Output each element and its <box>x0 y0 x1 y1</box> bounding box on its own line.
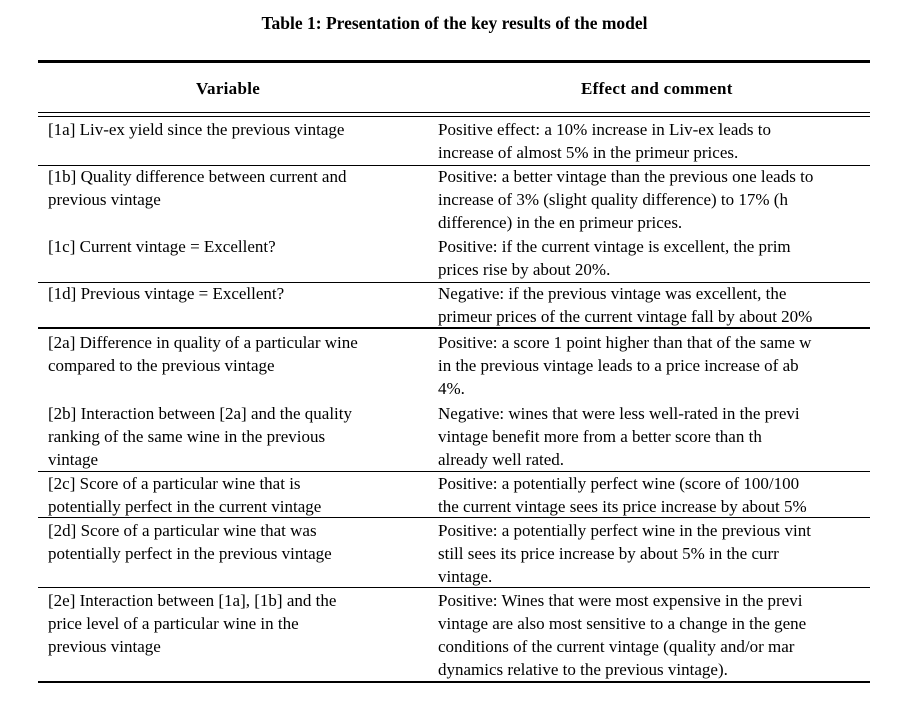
cell-effect-2c: Positive: a potentially perfect wine (score of 100/100 the current vintage sees its price increase by about 5% <box>438 474 807 516</box>
table-title: Table 1: Presentation of the key results of the model <box>261 13 648 33</box>
cell-variable-2d: [2d] Score of a particular wine that was potentially perfect in the previous vintage <box>48 521 332 563</box>
cell-effect-2e: Positive: Wines that were most expensive in the previ vintage are also most sensitive to a change in the gene conditions of the current vintage (quality and/or mar dynamics relative to the previous vintage). <box>438 591 807 679</box>
cell-effect-1c: Positive: if the current vintage is excellent, the prim prices rise by about 20%. <box>438 237 791 279</box>
row-rule-2d <box>38 587 870 588</box>
cell-variable-2b: [2b] Interaction between [2a] and the quality ranking of the same wine in the previous vintage <box>48 404 352 469</box>
header-effect: Effect and comment <box>581 79 733 98</box>
cell-variable-2e: [2e] Interaction between [1a], [1b] and the price level of a particular wine in the previous vintage <box>48 591 337 656</box>
cell-variable-1a: [1a] Liv-ex yield since the previous vintage <box>48 120 345 139</box>
section-rule <box>38 327 870 329</box>
cell-effect-1d: Negative: if the previous vintage was excellent, the primeur prices of the current vintage fall by about 20% <box>438 284 813 326</box>
cell-effect-1b: Positive: a better vintage than the previous one leads to increase of 3% (slight quality difference) to 17% (h difference) in the en primeur prices. <box>438 167 814 232</box>
table-bottom-rule <box>38 681 870 683</box>
cell-variable-1d: [1d] Previous vintage = Excellent? <box>48 284 285 303</box>
cell-effect-2b: Negative: wines that were less well-rated in the previ vintage benefit more from a better score than th already well rated. <box>438 404 800 469</box>
cell-variable-2a: [2a] Difference in quality of a particular wine compared to the previous vintage <box>48 333 358 375</box>
header-rule-lower <box>38 116 870 117</box>
cell-effect-1a: Positive effect: a 10% increase in Liv-ex leads to increase of almost 5% in the primeur prices. <box>438 120 771 162</box>
cell-variable-1c: [1c] Current vintage = Excellent? <box>48 237 276 256</box>
cell-effect-2d: Positive: a potentially perfect wine in the previous vint still sees its price increase by about 5% in the curr vintage. <box>438 521 811 586</box>
cell-variable-1b: [1b] Quality difference between current and previous vintage <box>48 167 347 209</box>
row-rule-2c <box>38 517 870 518</box>
cell-effect-2a: Positive: a score 1 point higher than that of the same w in the previous vintage leads to a price increase of ab 4%. <box>438 333 812 398</box>
table-top-rule <box>38 60 870 63</box>
cell-variable-2c: [2c] Score of a particular wine that is potentially perfect in the current vintage <box>48 474 322 516</box>
header-variable: Variable <box>196 79 261 98</box>
header-rule-upper <box>38 112 870 113</box>
